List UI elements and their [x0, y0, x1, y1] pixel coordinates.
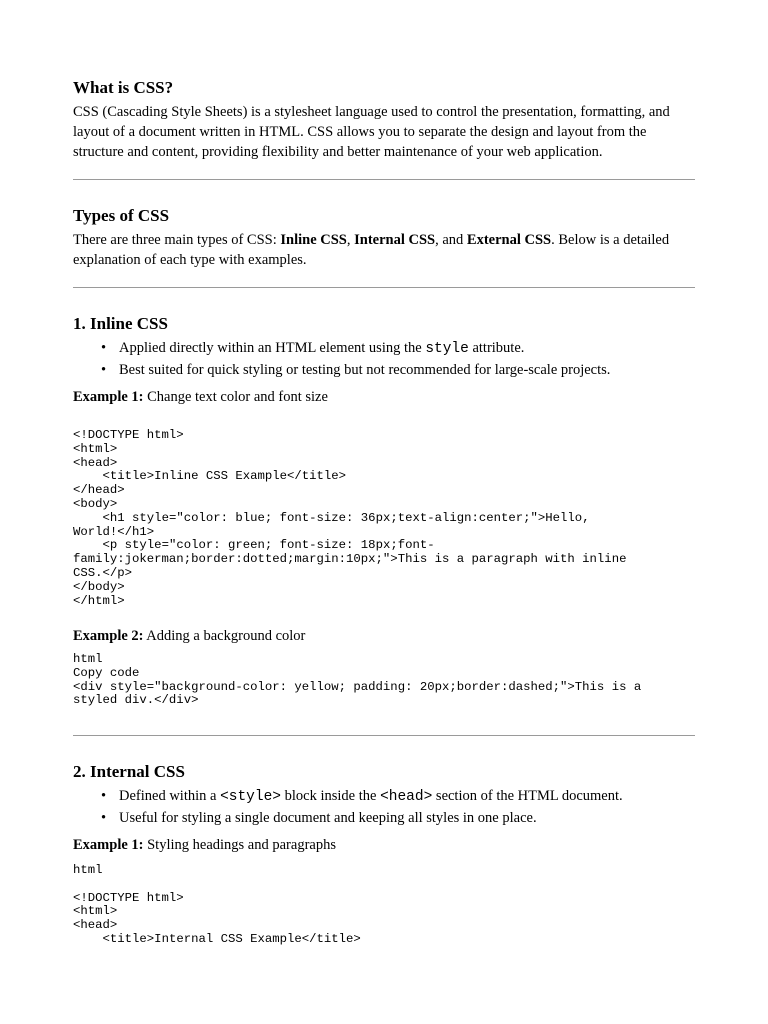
heading-internal-css: 2. Internal CSS	[73, 762, 185, 781]
divider	[73, 735, 695, 736]
term-internal-css: Internal CSS	[354, 232, 436, 248]
internal-css-bullet-list	[73, 786, 741, 829]
heading-what-is-css: What is CSS?	[73, 78, 174, 97]
code-block-inline-example-2: html Copy code <div style="background-color: yellow; padding: 20px;border:dashed;">This is a styled div.</div>	[73, 652, 642, 708]
list-item: • Defined within a <style> block inside the <head> section of the HTML document.	[119, 786, 741, 808]
list-item: • Best suited for quick styling or testing but not recommended for large-scale projects.	[119, 360, 741, 381]
heading-inline-css: 1. Inline CSS	[73, 314, 168, 333]
term-external-css: External CSS	[466, 232, 552, 248]
list-item: • Applied directly within an HTML element using the style attribute.	[119, 338, 741, 360]
inline-code-style: style	[425, 341, 469, 357]
example-caption: Example 1: Styling headings and paragraphs	[73, 837, 336, 853]
example-caption: Example 1: Change text color and font size	[73, 389, 328, 405]
inline-code-style-tag: <style>	[220, 789, 281, 805]
paragraph-what-is-css: CSS (Cascading Style Sheets) is a stylesheet language used to control the presentation, formatting, and layout of a document written in HTML. CSS allows you to separate the design and layout from the structure and content, providing flexibility and better maintenance of your web application.	[73, 104, 670, 160]
example-caption: Example 2: Adding a background color	[73, 628, 306, 644]
heading-types-of-css: Types of CSS	[73, 206, 170, 225]
paragraph-types-of-css: There are three main types of CSS: Inline CSS, Internal CSS, and External CSS. Below is a detailed explanation of each type with examples.	[73, 232, 670, 268]
inline-css-bullet-list	[73, 338, 741, 381]
term-inline-css: Inline CSS	[280, 232, 347, 248]
code-block-internal-example-1: html <!DOCTYPE html> <html> <head> <title>Internal CSS Example</title>	[73, 863, 361, 946]
divider	[73, 287, 695, 288]
code-block-inline-example-1: <!DOCTYPE html> <html> <head> <title>Inline CSS Example</title> </head> <body> <h1 style="color: blue; font-size: 36px;text-align:center;">Hello, World!</h1> <p style="color: green; font-size: 18px;font- family:jokerman;border:dotted;margin:10px;">This is a paragraph with inline CSS.</p> </body> </html>	[73, 428, 627, 608]
divider	[73, 179, 695, 180]
inline-code-head-tag: <head>	[380, 789, 433, 805]
list-item: • Useful for styling a single document and keeping all styles in one place.	[119, 808, 741, 829]
